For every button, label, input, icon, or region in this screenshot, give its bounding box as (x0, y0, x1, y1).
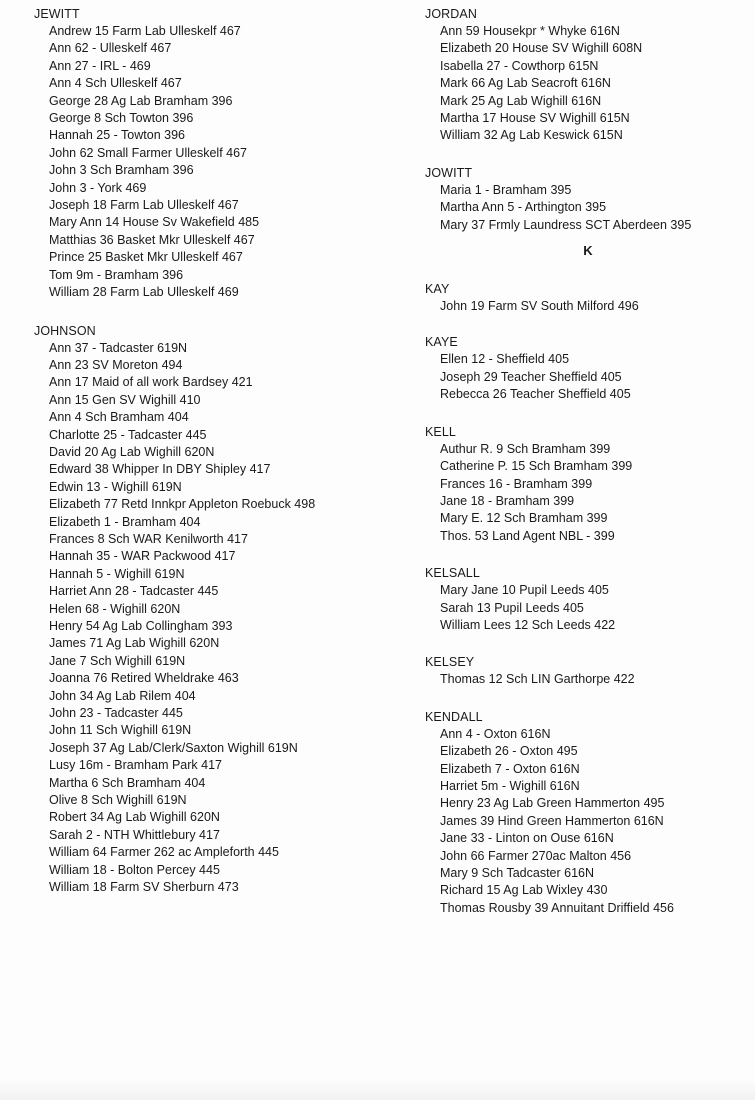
person-entry: Maria 1 - Bramham 395 (440, 182, 572, 197)
person-entry: Mary E. 12 Sch Bramham 399 (440, 511, 608, 526)
person-entry: William Lees 12 Sch Leeds 422 (440, 617, 616, 632)
person-entry: Rebecca 26 Teacher Sheffield 405 (440, 387, 631, 402)
surname-heading: JOWITT (425, 165, 473, 180)
person-entry: Elizabeth 7 - Oxton 616N (440, 761, 580, 776)
person-entry: Henry 23 Ag Lab Green Hammerton 495 (440, 796, 665, 811)
person-entry: Joseph 37 Ag Lab/Clerk/Saxton Wighill 619N (49, 740, 298, 755)
surname-heading: KENDALL (425, 709, 483, 724)
surname-group-kell (425, 424, 751, 545)
surname-heading: KELSALL (425, 566, 480, 581)
person-entry: Henry 54 Ag Lab Collingham 393 (49, 619, 233, 633)
person-entry: John 11 Sch Wighill 619N (49, 723, 192, 738)
entry-list (425, 351, 751, 403)
person-entry: John 66 Farmer 270ac Malton 456 (440, 848, 632, 863)
person-entry: John 62 Small Farmer Ulleskelf 467 (49, 145, 247, 160)
person-entry: Joanna 76 Retired Wheldrake 463 (49, 671, 239, 686)
surname-heading: KELSEY (425, 655, 475, 670)
surname-group-johnson (34, 323, 384, 897)
person-entry: Prince 25 Basket Mkr Ulleskelf 467 (49, 250, 243, 265)
person-entry: Hannah 35 - WAR Packwood 417 (49, 549, 236, 564)
surname-heading: KAYE (425, 335, 458, 350)
surname-group-kay (425, 281, 751, 315)
person-entry: Authur R. 9 Sch Bramham 399 (440, 441, 611, 456)
surname-heading: JOHNSON (34, 323, 96, 338)
person-entry: Jane 7 Sch Wighill 619N (49, 653, 186, 668)
person-entry: Mary Ann 14 House Sv Wakefield 485 (49, 215, 260, 230)
person-entry: John 3 - York 469 (49, 180, 147, 195)
entry-list (34, 23, 384, 302)
entry-list (34, 340, 384, 897)
person-entry: Andrew 15 Farm Lab Ulleskelf 467 (49, 24, 241, 38)
person-entry: Mary 9 Sch Tadcaster 616N (440, 866, 595, 880)
surname-group-kaye (425, 334, 751, 403)
person-entry: George 28 Ag Lab Bramham 396 (49, 93, 233, 108)
person-entry: Thos. 53 Land Agent NBL - 399 (440, 528, 615, 543)
person-entry: Martha 6 Sch Bramham 404 (49, 775, 206, 790)
person-entry: Edward 38 Whipper In DBY Shipley 417 (49, 462, 271, 477)
person-entry: Tom 9m - Bramham 396 (49, 267, 184, 282)
person-entry: David 20 Ag Lab Wighill 620N (49, 444, 215, 459)
person-entry: Ann 37 - Tadcaster 619N (49, 340, 188, 355)
person-entry: Ann 15 Gen SV Wighill 410 (49, 392, 201, 407)
person-entry: Hannah 5 - Wighill 619N (49, 566, 185, 581)
entry-list (425, 671, 751, 688)
person-entry: Charlotte 25 - Tadcaster 445 (49, 427, 207, 442)
person-entry: Jane 18 - Bramham 399 (440, 493, 575, 508)
person-entry: William 28 Farm Lab Ulleskelf 469 (49, 285, 239, 300)
left-column (34, 6, 384, 911)
person-entry: John 19 Farm SV South Milford 496 (440, 299, 639, 314)
person-entry: William 18 - Bolton Percey 445 (49, 862, 220, 877)
person-entry: William 32 Ag Lab Keswick 615N (440, 128, 623, 143)
person-entry: Elizabeth 26 - Oxton 495 (440, 744, 578, 759)
surname-group-jewitt (34, 6, 384, 302)
entry-list (425, 23, 751, 145)
person-entry: Frances 8 Sch WAR Kenilworth 417 (49, 531, 248, 546)
person-entry: James 39 Hind Green Hammerton 616N (440, 813, 664, 828)
person-entry: Richard 15 Ag Lab Wixley 430 (440, 883, 608, 898)
surname-group-jordan (425, 6, 751, 145)
person-entry: Elizabeth 1 - Bramham 404 (49, 514, 201, 529)
person-entry: Ann 4 Sch Ulleskelf 467 (49, 76, 182, 91)
person-entry: Edwin 13 - Wighill 619N (49, 479, 182, 494)
entry-list (425, 182, 751, 234)
person-entry: Isabella 27 - Cowthorp 615N (440, 58, 599, 73)
person-entry: William 18 Farm SV Sherburn 473 (49, 880, 239, 895)
person-entry: Frances 16 - Bramham 399 (440, 476, 593, 491)
person-entry: Ann 59 Housekpr * Whyke 616N (440, 24, 620, 38)
person-entry: Ann 23 SV Moreton 494 (49, 357, 183, 372)
person-entry: Mark 25 Ag Lab Wighill 616N (440, 93, 602, 108)
person-entry: Robert 34 Ag Lab Wighill 620N (49, 810, 220, 825)
surname-heading: JORDAN (425, 7, 477, 21)
person-entry: Joseph 18 Farm Lab Ulleskelf 467 (49, 198, 239, 213)
person-entry: James 71 Ag Lab Wighill 620N (49, 636, 220, 651)
person-entry: Harriet Ann 28 - Tadcaster 445 (49, 584, 219, 599)
person-entry: Sarah 13 Pupil Leeds 405 (440, 600, 584, 615)
person-entry: Martha 17 House SV Wighill 615N (440, 111, 630, 126)
person-entry: John 23 - Tadcaster 445 (49, 706, 183, 721)
person-entry: John 3 Sch Bramham 396 (49, 163, 194, 178)
person-entry: Ann 4 - Oxton 616N (440, 726, 551, 741)
person-entry: Sarah 2 - NTH Whittlebury 417 (49, 827, 220, 842)
person-entry: Ann 4 Sch Bramham 404 (49, 410, 189, 425)
person-entry: Elizabeth 20 House SV Wighill 608N (440, 41, 643, 56)
person-entry: Matthias 36 Basket Mkr Ulleskelf 467 (49, 232, 255, 247)
person-entry: Helen 68 - Wighill 620N (49, 601, 181, 616)
entry-list (425, 726, 751, 917)
person-entry: Lusy 16m - Bramham Park 417 (49, 758, 222, 773)
person-entry: Olive 8 Sch Wighill 619N (49, 793, 187, 808)
person-entry: John 34 Ag Lab Rilem 404 (49, 688, 196, 703)
surname-heading: KELL (425, 424, 456, 439)
right-column (425, 6, 751, 931)
person-entry: Hannah 25 - Towton 396 (49, 128, 185, 143)
surname-group-kendall (425, 709, 751, 917)
person-entry: Ellen 12 - Sheffield 405 (440, 352, 570, 367)
person-entry: Ann 27 - IRL - 469 (49, 58, 151, 73)
person-entry: Thomas 12 Sch LIN Garthorpe 422 (440, 672, 635, 687)
person-entry: Thomas Rousby 39 Annuitant Driffield 456 (440, 900, 674, 915)
surname-heading: JEWITT (34, 7, 80, 21)
person-entry: Mary 37 Frmly Laundress SCT Aberdeen 395 (440, 217, 692, 232)
entry-list (425, 441, 751, 545)
person-entry: Harriet 5m - Wighill 616N (440, 778, 580, 793)
person-entry: Martha Ann 5 - Arthington 395 (440, 200, 607, 215)
person-entry: Ann 17 Maid of all work Bardsey 421 (49, 375, 253, 390)
surname-heading: KAY (425, 282, 450, 297)
surname-group-kelsey (425, 654, 751, 688)
person-entry: Elizabeth 77 Retd Innkpr Appleton Roebuck 498 (49, 497, 316, 512)
person-entry: Mary Jane 10 Pupil Leeds 405 (440, 583, 609, 598)
person-entry: Ann 62 - Ulleskelf 467 (49, 41, 172, 56)
entry-list (425, 582, 751, 634)
entry-list (425, 298, 751, 315)
person-entry: Jane 33 - Linton on Ouse 616N (440, 831, 614, 846)
person-entry: Catherine P. 15 Sch Bramham 399 (440, 459, 633, 474)
person-entry: George 8 Sch Towton 396 (49, 111, 194, 126)
person-entry: William 64 Farmer 262 ac Ampleforth 445 (49, 845, 279, 860)
surname-group-jowitt (425, 165, 751, 234)
person-entry: Joseph 29 Teacher Sheffield 405 (440, 369, 622, 384)
section-letter-heading: K (583, 243, 593, 259)
person-entry: Mark 66 Ag Lab Seacroft 616N (440, 76, 611, 91)
scan-bottom-edge (0, 1078, 755, 1100)
surname-group-kelsall (425, 565, 751, 634)
